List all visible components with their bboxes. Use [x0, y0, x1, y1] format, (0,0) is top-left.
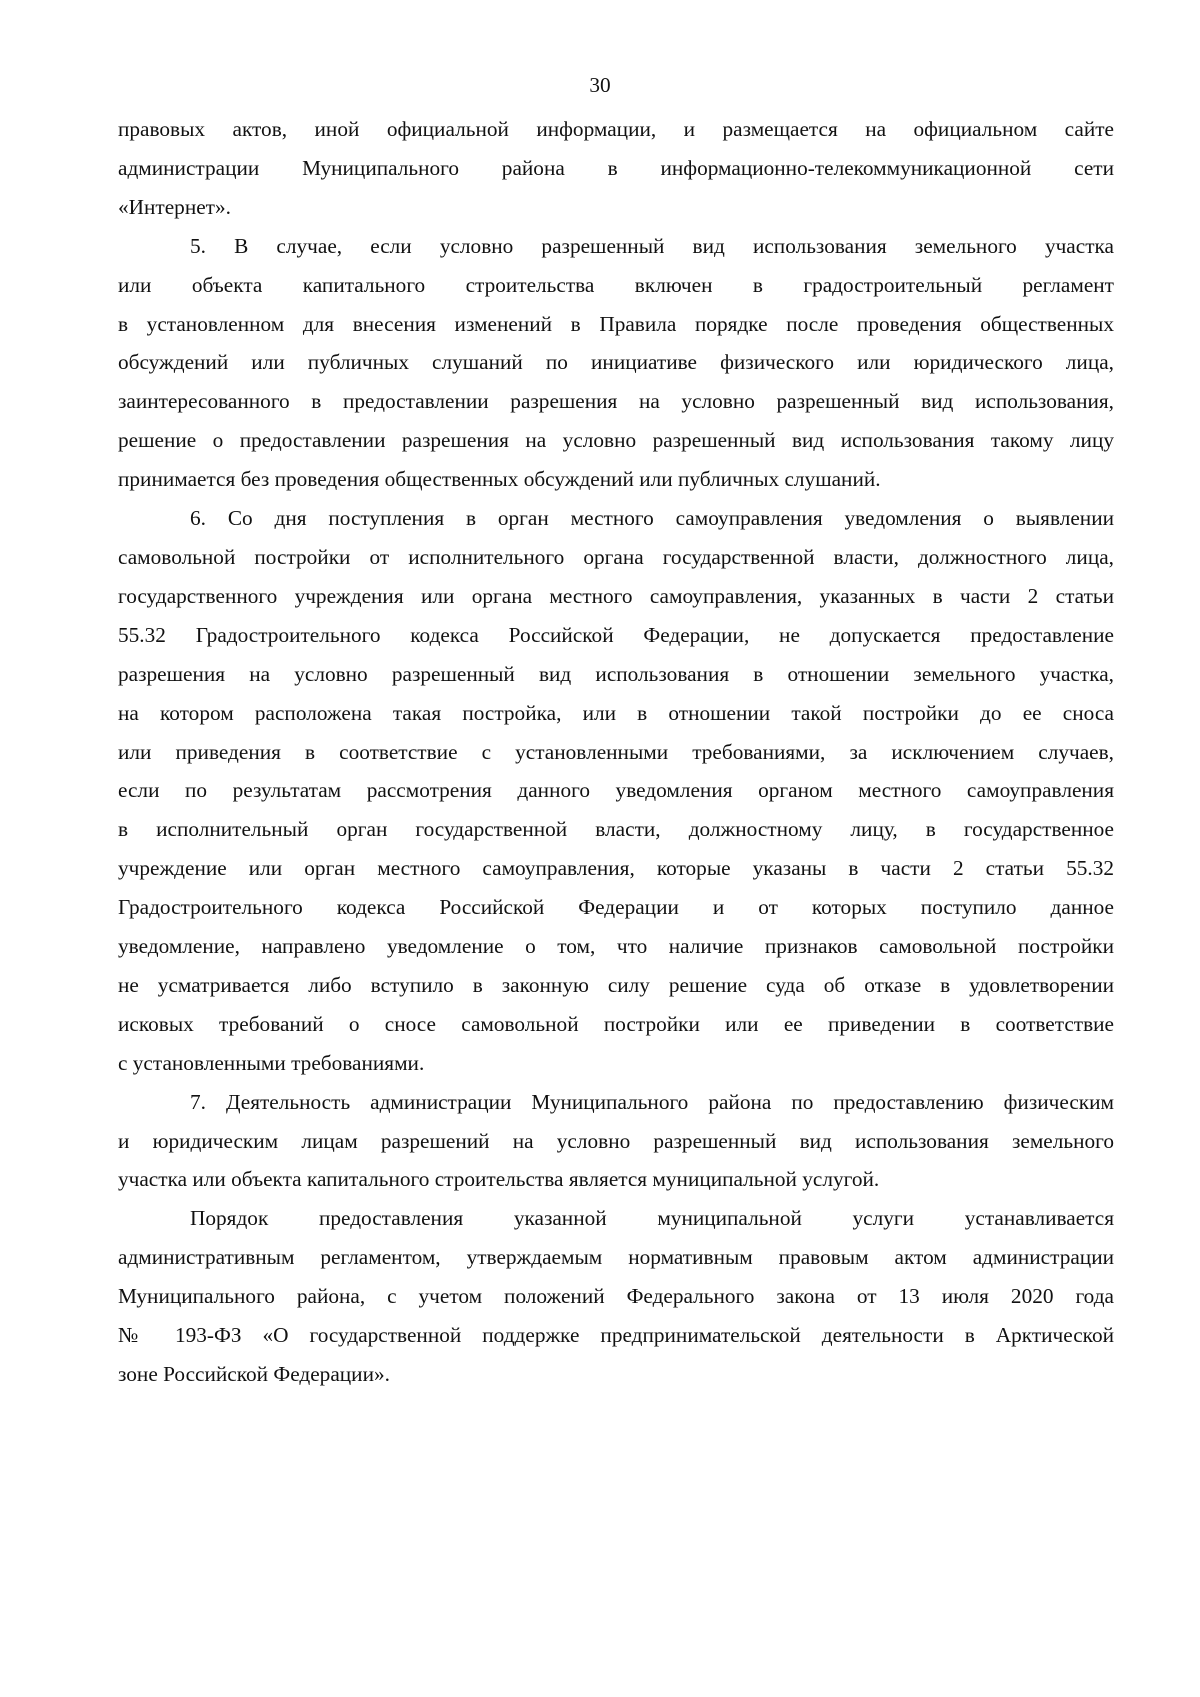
- text-line: в исполнительный орган государственной власти, должностному лицу, в государственное: [118, 817, 1114, 842]
- text-line: с установленными требованиями.: [118, 1050, 425, 1075]
- text-line: если по результатам рассмотрения данного уведомления органом местного самоуправления: [118, 778, 1114, 803]
- page-number: 30: [589, 73, 611, 97]
- text-line: 55.32 Градостроительного кодекса Российской Федерации, не допускается предоставление: [118, 622, 1114, 647]
- text-line: или приведения в соответствие с установленными требованиями, за исключением случаев,: [118, 739, 1114, 764]
- text-line: самовольной постройки от исполнительного органа государственной власти, должностного лица,: [118, 544, 1114, 569]
- text-line: решение о предоставлении разрешения на условно разрешенный вид использования такому лицу: [118, 428, 1114, 453]
- paragraph-item-5: [118, 227, 1114, 499]
- text-line: исковых требований о сносе самовольной постройки или ее приведении в соответствие: [118, 1011, 1114, 1036]
- text-line: или объекта капитального строительства включен в градостроительный регламент: [118, 272, 1114, 297]
- text-line: Градостроительного кодекса Российской Федерации и от которых поступило данное: [118, 895, 1114, 920]
- text-line: принимается без проведения общественных обсуждений или публичных слушаний.: [118, 467, 881, 492]
- text-line: государственного учреждения или органа местного самоуправления, указанных в части 2 статьи: [118, 583, 1114, 608]
- text-line: Муниципального района, с учетом положений Федерального закона от 13 июля 2020 года: [118, 1284, 1114, 1309]
- paragraph-item-6: [118, 499, 1114, 1083]
- text-line: 6. Со дня поступления в орган местного самоуправления уведомления о выявлении: [190, 506, 1114, 531]
- text-line: уведомление, направлено уведомление о том, что наличие признаков самовольной постройки: [118, 934, 1114, 959]
- text-line: Порядок предоставления указанной муниципальной услуги устанавливается: [190, 1206, 1114, 1231]
- text-line: правовых актов, иной официальной информации, и размещается на официальном сайте: [118, 117, 1114, 141]
- text-line: не усматривается либо вступило в законную силу решение суда об отказе в удовлетворении: [118, 972, 1114, 997]
- text-line: административным регламентом, утверждаемым нормативным правовым актом администрации: [118, 1245, 1114, 1270]
- paragraph-continuation: [118, 110, 1114, 227]
- text-line: учреждение или орган местного самоуправления, которые указаны в части 2 статьи 55.32: [118, 856, 1114, 881]
- text-line: и юридическим лицам разрешений на условно разрешенный вид использования земельного: [118, 1128, 1114, 1153]
- text-line: зоне Российской Федерации».: [118, 1362, 390, 1386]
- text-line: в установленном для внесения изменений в Правила порядке после проведения общественных: [118, 311, 1114, 336]
- text-line: участка или объекта капитального строительства является муниципальной услугой.: [118, 1167, 880, 1192]
- text-line: обсуждений или публичных слушаний по инициативе физического или юридического лица,: [118, 350, 1114, 375]
- paragraph-item-7: [118, 1083, 1114, 1200]
- text-line: 7. Деятельность администрации Муниципального района по предоставлению физическим: [190, 1089, 1114, 1114]
- text-line: администрации Муниципального района в информационно-телекоммуникационной сети: [118, 155, 1114, 180]
- text-line: заинтересованного в предоставлении разрешения на условно разрешенный вид использования,: [118, 389, 1114, 414]
- text-line: 5. В случае, если условно разрешенный вид использования земельного участка: [190, 233, 1114, 258]
- paragraph-procedure: [118, 1199, 1114, 1394]
- document-body: [118, 110, 1114, 1394]
- text-line: № 193-ФЗ «О государственной поддержке предпринимательской деятельности в Арктической: [118, 1323, 1114, 1348]
- text-line: разрешения на условно разрешенный вид использования в отношении земельного участка,: [118, 661, 1114, 686]
- text-line: «Интернет».: [118, 194, 231, 219]
- text-line: на котором расположена такая постройка, или в отношении такой постройки до ее сноса: [118, 700, 1114, 725]
